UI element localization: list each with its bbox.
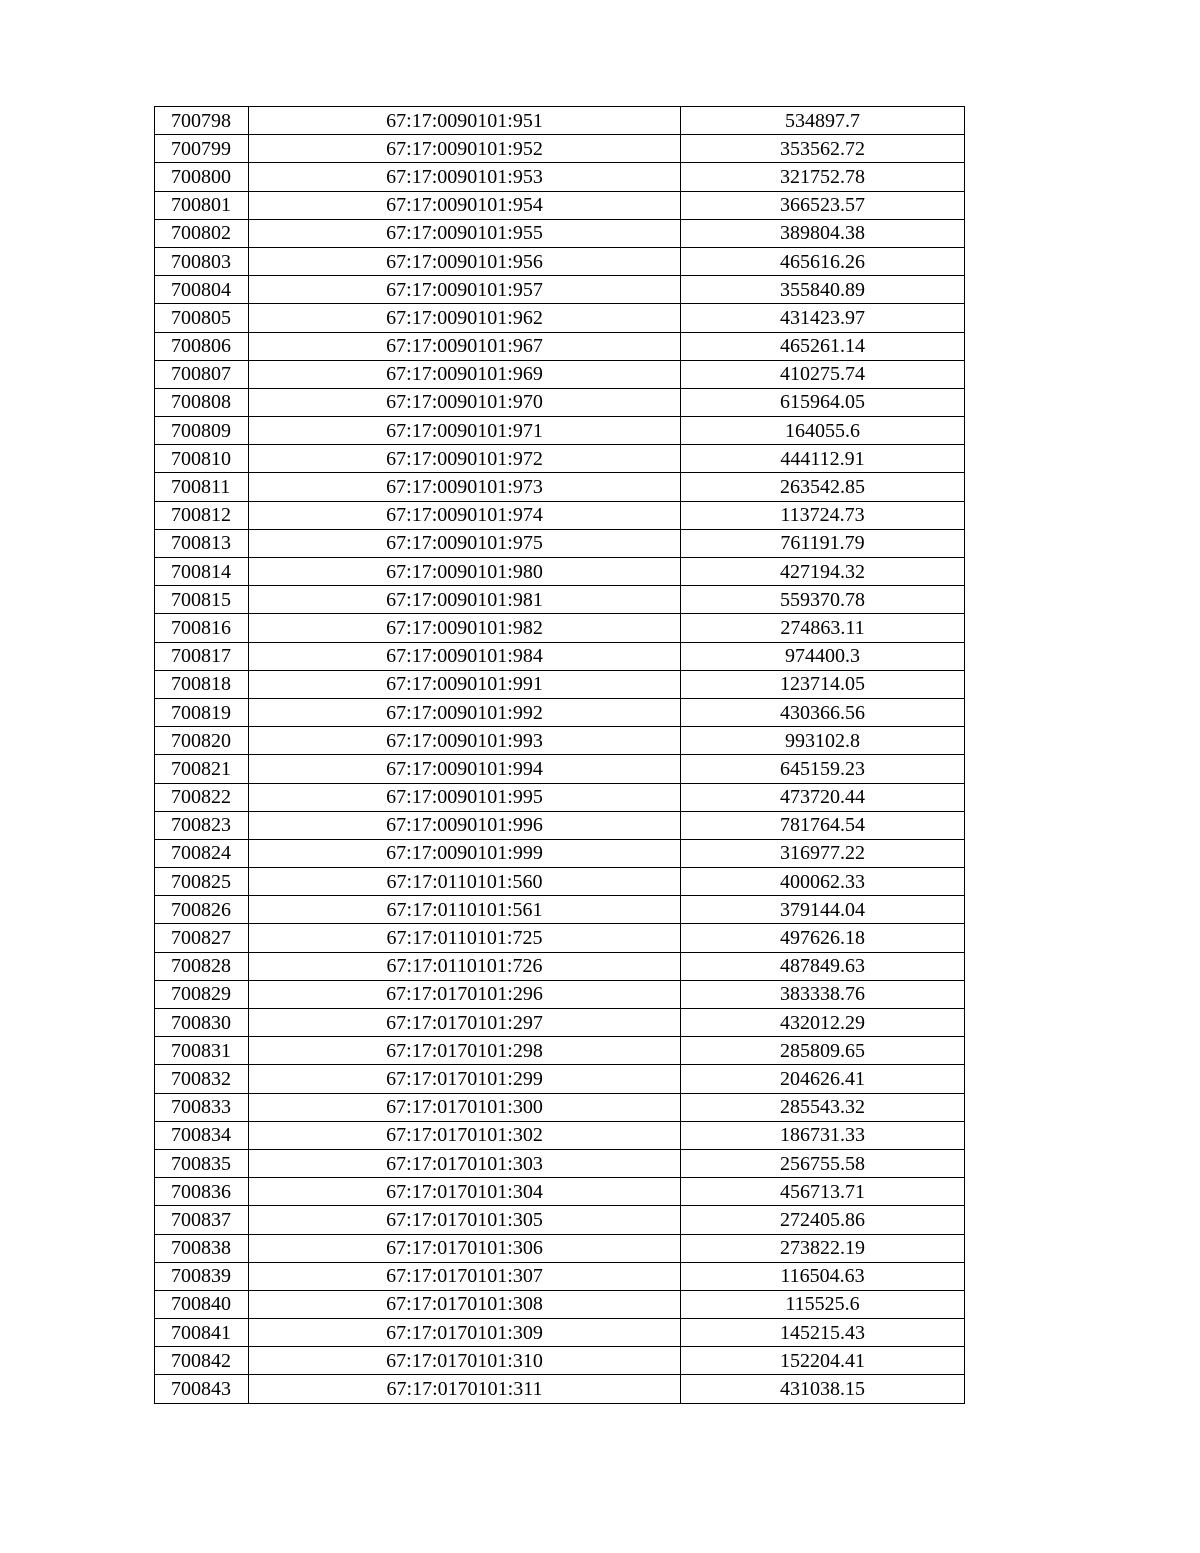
cadastral-number-cell: 67:17:0090101:994 — [249, 755, 681, 783]
cadastral-value-cell: 272405.86 — [681, 1206, 965, 1234]
cadastral-number-cell: 67:17:0090101:984 — [249, 642, 681, 670]
cadastral-number-cell: 67:17:0090101:952 — [249, 135, 681, 163]
row-number-cell: 700835 — [155, 1149, 249, 1177]
table-row — [155, 1234, 965, 1262]
table-row — [155, 783, 965, 811]
row-number-cell: 700821 — [155, 755, 249, 783]
table-body — [155, 107, 965, 1404]
table-row — [155, 388, 965, 416]
cadastral-value-cell: 473720.44 — [681, 783, 965, 811]
cadastral-value-cell: 379144.04 — [681, 896, 965, 924]
table-row — [155, 1262, 965, 1290]
table-row — [155, 896, 965, 924]
cadastral-number-cell: 67:17:0090101:962 — [249, 304, 681, 332]
cadastral-number-cell: 67:17:0170101:298 — [249, 1037, 681, 1065]
table-row — [155, 558, 965, 586]
cadastral-number-cell: 67:17:0170101:306 — [249, 1234, 681, 1262]
cadastral-value-cell: 645159.23 — [681, 755, 965, 783]
row-number-cell: 700843 — [155, 1375, 249, 1403]
cadastral-number-cell: 67:17:0090101:993 — [249, 727, 681, 755]
row-number-cell: 700807 — [155, 360, 249, 388]
table-row — [155, 501, 965, 529]
cadastral-number-cell: 67:17:0090101:967 — [249, 332, 681, 360]
table-row — [155, 276, 965, 304]
row-number-cell: 700801 — [155, 191, 249, 219]
row-number-cell: 700825 — [155, 868, 249, 896]
table-row — [155, 529, 965, 557]
cadastral-number-cell: 67:17:0110101:726 — [249, 952, 681, 980]
row-number-cell: 700834 — [155, 1121, 249, 1149]
cadastral-number-cell: 67:17:0090101:969 — [249, 360, 681, 388]
cadastral-value-cell: 465616.26 — [681, 247, 965, 275]
cadastral-number-cell: 67:17:0090101:973 — [249, 473, 681, 501]
row-number-cell: 700800 — [155, 163, 249, 191]
cadastral-number-cell: 67:17:0170101:304 — [249, 1178, 681, 1206]
cadastral-value-cell: 781764.54 — [681, 811, 965, 839]
table-row — [155, 1178, 965, 1206]
cadastral-value-cell: 431423.97 — [681, 304, 965, 332]
cadastral-number-cell: 67:17:0090101:996 — [249, 811, 681, 839]
cadastral-number-cell: 67:17:0170101:307 — [249, 1262, 681, 1290]
cadastral-value-cell: 164055.6 — [681, 417, 965, 445]
cadastral-value-cell: 186731.33 — [681, 1121, 965, 1149]
row-number-cell: 700829 — [155, 980, 249, 1008]
table-row — [155, 135, 965, 163]
cadastral-number-cell: 67:17:0090101:951 — [249, 107, 681, 135]
table-row — [155, 614, 965, 642]
cadastral-number-cell: 67:17:0170101:309 — [249, 1319, 681, 1347]
cadastral-number-cell: 67:17:0090101:956 — [249, 247, 681, 275]
cadastral-value-cell: 444112.91 — [681, 445, 965, 473]
cadastral-value-cell: 285543.32 — [681, 1093, 965, 1121]
row-number-cell: 700838 — [155, 1234, 249, 1262]
row-number-cell: 700802 — [155, 219, 249, 247]
table-row — [155, 755, 965, 783]
row-number-cell: 700827 — [155, 924, 249, 952]
cadastral-number-cell: 67:17:0090101:992 — [249, 698, 681, 726]
cadastral-number-cell: 67:17:0090101:974 — [249, 501, 681, 529]
cadastral-value-cell: 366523.57 — [681, 191, 965, 219]
row-number-cell: 700809 — [155, 417, 249, 445]
cadastral-value-cell: 615964.05 — [681, 388, 965, 416]
row-number-cell: 700798 — [155, 107, 249, 135]
cadastral-number-cell: 67:17:0170101:299 — [249, 1065, 681, 1093]
table-row — [155, 219, 965, 247]
row-number-cell: 700799 — [155, 135, 249, 163]
table-row — [155, 417, 965, 445]
table-row — [155, 727, 965, 755]
cadastral-value-cell: 456713.71 — [681, 1178, 965, 1206]
cadastral-value-cell: 430366.56 — [681, 698, 965, 726]
row-number-cell: 700810 — [155, 445, 249, 473]
cadastral-number-cell: 67:17:0170101:297 — [249, 1009, 681, 1037]
cadastral-number-cell: 67:17:0170101:311 — [249, 1375, 681, 1403]
row-number-cell: 700842 — [155, 1347, 249, 1375]
table-row — [155, 1009, 965, 1037]
cadastral-value-cell: 383338.76 — [681, 980, 965, 1008]
table-row — [155, 1037, 965, 1065]
table-row — [155, 1206, 965, 1234]
table-row — [155, 191, 965, 219]
cadastral-number-cell: 67:17:0090101:980 — [249, 558, 681, 586]
table-row — [155, 1121, 965, 1149]
cadastral-number-cell: 67:17:0110101:725 — [249, 924, 681, 952]
row-number-cell: 700832 — [155, 1065, 249, 1093]
row-number-cell: 700817 — [155, 642, 249, 670]
cadastral-value-cell: 113724.73 — [681, 501, 965, 529]
row-number-cell: 700823 — [155, 811, 249, 839]
cadastral-value-cell: 116504.63 — [681, 1262, 965, 1290]
cadastral-value-cell: 974400.3 — [681, 642, 965, 670]
cadastral-value-cell: 497626.18 — [681, 924, 965, 952]
cadastral-number-cell: 67:17:0090101:955 — [249, 219, 681, 247]
cadastral-number-cell: 67:17:0090101:982 — [249, 614, 681, 642]
cadastral-value-cell: 355840.89 — [681, 276, 965, 304]
cadastral-value-cell: 559370.78 — [681, 586, 965, 614]
cadastral-number-cell: 67:17:0170101:296 — [249, 980, 681, 1008]
row-number-cell: 700805 — [155, 304, 249, 332]
row-number-cell: 700841 — [155, 1319, 249, 1347]
table-row — [155, 332, 965, 360]
cadastral-value-cell: 534897.7 — [681, 107, 965, 135]
row-number-cell: 700815 — [155, 586, 249, 614]
table-row — [155, 1319, 965, 1347]
cadastral-number-cell: 67:17:0090101:975 — [249, 529, 681, 557]
table-row — [155, 698, 965, 726]
cadastral-value-cell: 321752.78 — [681, 163, 965, 191]
cadastral-value-cell: 273822.19 — [681, 1234, 965, 1262]
table-row — [155, 445, 965, 473]
row-number-cell: 700836 — [155, 1178, 249, 1206]
row-number-cell: 700818 — [155, 670, 249, 698]
cadastral-value-cell: 353562.72 — [681, 135, 965, 163]
cadastral-value-cell: 204626.41 — [681, 1065, 965, 1093]
row-number-cell: 700814 — [155, 558, 249, 586]
cadastral-number-cell: 67:17:0170101:310 — [249, 1347, 681, 1375]
row-number-cell: 700803 — [155, 247, 249, 275]
table-row — [155, 670, 965, 698]
cadastral-value-cell: 145215.43 — [681, 1319, 965, 1347]
cadastral-value-cell: 152204.41 — [681, 1347, 965, 1375]
cadastral-number-cell: 67:17:0170101:300 — [249, 1093, 681, 1121]
cadastral-number-cell: 67:17:0170101:305 — [249, 1206, 681, 1234]
cadastral-number-cell: 67:17:0090101:971 — [249, 417, 681, 445]
cadastral-value-cell: 400062.33 — [681, 868, 965, 896]
row-number-cell: 700826 — [155, 896, 249, 924]
table-row — [155, 586, 965, 614]
row-number-cell: 700839 — [155, 1262, 249, 1290]
table-row — [155, 247, 965, 275]
cadastral-value-cell: 465261.14 — [681, 332, 965, 360]
row-number-cell: 700806 — [155, 332, 249, 360]
table-row — [155, 1375, 965, 1403]
cadastral-value-table — [154, 106, 965, 1404]
cadastral-number-cell: 67:17:0110101:561 — [249, 896, 681, 924]
table-row — [155, 952, 965, 980]
row-number-cell: 700804 — [155, 276, 249, 304]
table-row — [155, 107, 965, 135]
table-row — [155, 1290, 965, 1318]
table-row — [155, 1149, 965, 1177]
row-number-cell: 700833 — [155, 1093, 249, 1121]
row-number-cell: 700822 — [155, 783, 249, 811]
table-row — [155, 642, 965, 670]
table-row — [155, 868, 965, 896]
cadastral-value-cell: 410275.74 — [681, 360, 965, 388]
cadastral-value-cell: 761191.79 — [681, 529, 965, 557]
cadastral-number-cell: 67:17:0090101:999 — [249, 839, 681, 867]
cadastral-number-cell: 67:17:0170101:303 — [249, 1149, 681, 1177]
cadastral-value-cell: 316977.22 — [681, 839, 965, 867]
row-number-cell: 700813 — [155, 529, 249, 557]
cadastral-value-cell: 993102.8 — [681, 727, 965, 755]
table-row — [155, 811, 965, 839]
table-row — [155, 924, 965, 952]
cadastral-number-cell: 67:17:0170101:308 — [249, 1290, 681, 1318]
cadastral-value-cell: 431038.15 — [681, 1375, 965, 1403]
row-number-cell: 700820 — [155, 727, 249, 755]
table-row — [155, 839, 965, 867]
cadastral-number-cell: 67:17:0090101:991 — [249, 670, 681, 698]
cadastral-number-cell: 67:17:0110101:560 — [249, 868, 681, 896]
row-number-cell: 700808 — [155, 388, 249, 416]
row-number-cell: 700824 — [155, 839, 249, 867]
cadastral-number-cell: 67:17:0090101:970 — [249, 388, 681, 416]
row-number-cell: 700811 — [155, 473, 249, 501]
table-row — [155, 1065, 965, 1093]
cadastral-value-cell: 115525.6 — [681, 1290, 965, 1318]
row-number-cell: 700819 — [155, 698, 249, 726]
cadastral-number-cell: 67:17:0090101:995 — [249, 783, 681, 811]
table-row — [155, 360, 965, 388]
cadastral-number-cell: 67:17:0090101:972 — [249, 445, 681, 473]
cadastral-value-cell: 487849.63 — [681, 952, 965, 980]
row-number-cell: 700828 — [155, 952, 249, 980]
row-number-cell: 700816 — [155, 614, 249, 642]
cadastral-value-cell: 427194.32 — [681, 558, 965, 586]
row-number-cell: 700840 — [155, 1290, 249, 1318]
row-number-cell: 700812 — [155, 501, 249, 529]
table-row — [155, 980, 965, 1008]
cadastral-value-cell: 285809.65 — [681, 1037, 965, 1065]
table-row — [155, 473, 965, 501]
cadastral-value-cell: 389804.38 — [681, 219, 965, 247]
table-row — [155, 1347, 965, 1375]
row-number-cell: 700830 — [155, 1009, 249, 1037]
table-row — [155, 1093, 965, 1121]
cadastral-value-cell: 274863.11 — [681, 614, 965, 642]
cadastral-value-cell: 432012.29 — [681, 1009, 965, 1037]
cadastral-value-cell: 263542.85 — [681, 473, 965, 501]
row-number-cell: 700831 — [155, 1037, 249, 1065]
row-number-cell: 700837 — [155, 1206, 249, 1234]
cadastral-number-cell: 67:17:0090101:953 — [249, 163, 681, 191]
table-row — [155, 163, 965, 191]
table-row — [155, 304, 965, 332]
cadastral-number-cell: 67:17:0170101:302 — [249, 1121, 681, 1149]
cadastral-number-cell: 67:17:0090101:954 — [249, 191, 681, 219]
cadastral-value-cell: 256755.58 — [681, 1149, 965, 1177]
cadastral-number-cell: 67:17:0090101:981 — [249, 586, 681, 614]
cadastral-number-cell: 67:17:0090101:957 — [249, 276, 681, 304]
cadastral-value-cell: 123714.05 — [681, 670, 965, 698]
